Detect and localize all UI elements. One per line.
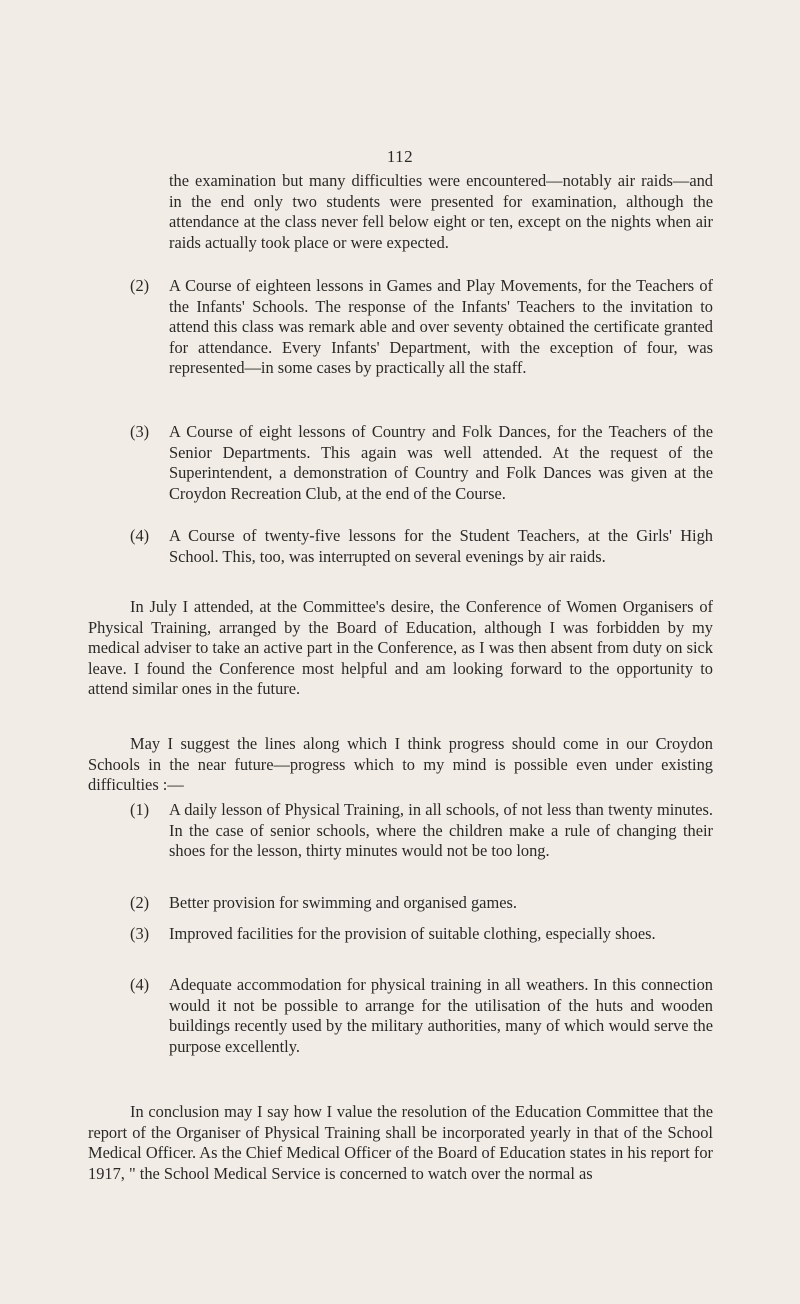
suggestion-item-text: Better provision for swimming and organised games. <box>169 893 517 912</box>
suggestion-item-number: (3) <box>130 924 150 943</box>
page-number: 112 <box>386 147 414 166</box>
suggestion-item-2 <box>130 893 713 914</box>
course-item-number: (3) <box>130 422 150 441</box>
course-item-3 <box>130 422 713 504</box>
course-item-number: (2) <box>130 276 150 295</box>
continued-paragraph: the examination but many difficulties were encountered—notably air raids—and in the end only two students were presented for examination, although the attendance at the class never fell below eight or ten, except on the nights when air raids actually took place or were expected. <box>169 171 713 252</box>
suggestion-item-text: Improved facilities for the provision of suitable clothing, especially shoes. <box>169 924 656 943</box>
suggestion-item-4 <box>130 975 713 1057</box>
suggestion-item-1 <box>130 800 713 862</box>
course-item-text: A Course of twenty-five lessons for the Student Teachers, at the Girls' High School. This, too, was interrupted on several evenings by air raids. <box>169 526 713 566</box>
suggestion-item-number: (4) <box>130 975 150 994</box>
course-item-text: A Course of eighteen lessons in Games and Play Movements, for the Teachers of the Infants' Schools. The response of the Infants' Teachers to the invitation to attend this class was remark able and over seventy obtained the certificate granted for attendance. Every Infants' Department, with the exception of four, was represented—in some cases by practically all the staff. <box>169 276 713 378</box>
conference-paragraph: In July I attended, at the Committee's desire, the Conference of Women Organisers of Physical Training, arranged by the Board of Education, although I was forbidden by my medical adviser to take an active part in the Conference, as I was then absent from duty on sick leave. I found the Conference most helpful and am looking forward to the opportunity to attend similar ones in the future. <box>88 597 713 699</box>
course-item-4 <box>130 526 713 567</box>
course-item-text: A Course of eight lessons of Country and Folk Dances, for the Teachers of the Senior Departments. This again was well attended. At the request of the Superintendent, a demonstration of Country and Folk Dances was given at the Croydon Recreation Club, at the end of the Course. <box>169 422 713 503</box>
suggestion-item-text: A daily lesson of Physical Training, in all schools, of not less than twenty minutes. In the case of senior schools, where the children make a rule of changing their shoes for the lesson, thirty minutes would not be too long. <box>169 800 713 861</box>
suggestion-item-number: (2) <box>130 893 150 912</box>
suggestion-item-number: (1) <box>130 800 150 819</box>
suggestion-item-text: Adequate accommodation for physical training in all weathers. In this connection would it not be possible to arrange for the utilisation of the huts and wooden buildings recently used by the military authorities, many of which would serve the purpose excellently. <box>169 975 713 1056</box>
course-item-2 <box>130 276 713 379</box>
suggestion-intro-paragraph: May I suggest the lines along which I think progress should come in our Croydon Schools in the near future—progress which to my mind is possible even under existing difficulties :— <box>88 734 713 795</box>
suggestion-item-3 <box>130 924 713 945</box>
course-item-number: (4) <box>130 526 150 545</box>
conclusion-paragraph: In conclusion may I say how I value the resolution of the Education Committee that the report of the Organiser of Physical Training shall be incorporated yearly in that of the School Medical Officer. As the Chief Medical Officer of the Board of Education states in his report for 1917, " the School Medical Service is concerned to watch over the normal as <box>88 1102 713 1183</box>
